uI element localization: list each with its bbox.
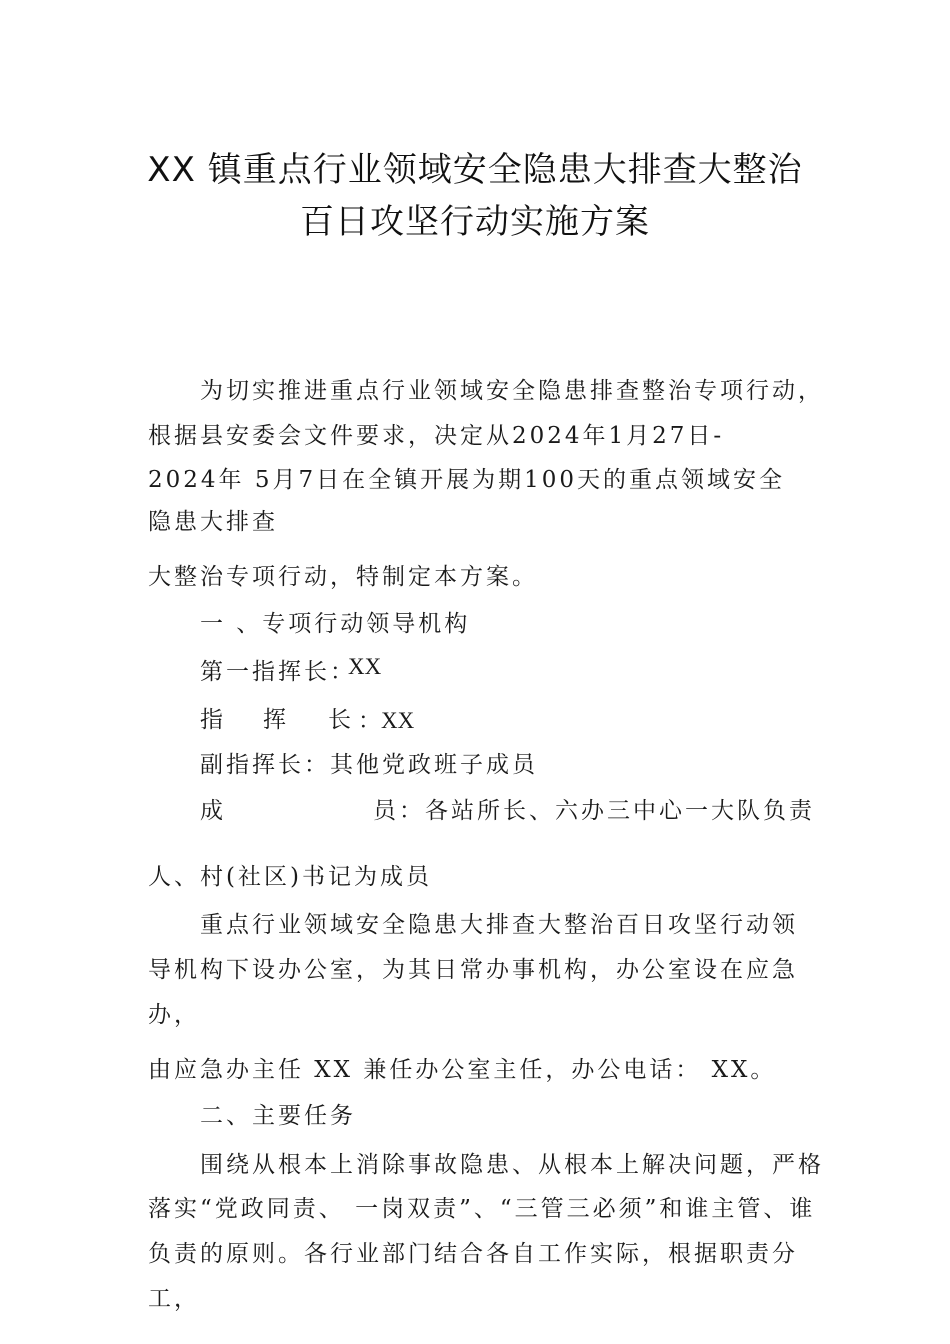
paragraph-2-line-2: 导机构下设办公室，为其日常办事机构，办公室设在应急 [148,957,798,983]
members-label: 成 [200,798,226,824]
first-commander-value: XX [348,654,382,679]
paragraph-1-line-5: 大整治专项行动，特制定本方案。 [148,564,538,590]
commander-label-char-3: 长 [328,707,354,733]
commander-label-char-2: 挥 [263,707,289,733]
paragraph-1-line-2: 根据县安委会文件要求，决定从2024年1月27日- [148,423,725,449]
first-commander-label: 第一指挥长： [200,659,356,685]
members-line-1: 员：各站所长、六办三中心一大队负责 [373,798,815,824]
commander-label-char-1: 指 [200,707,226,733]
document-title-line-2: 百日攻坚行动实施方案 [300,202,650,242]
section-heading-2: 二、主要任务 [200,1103,356,1129]
paragraph-3-line-3: 负责的原则。各行业部门结合各自工作实际，根据职责分 [148,1241,798,1267]
paragraph-3-line-1: 围绕从根本上消除事故隐患、从根本上解决问题，严格 [200,1152,824,1178]
paragraph-2-line-3: 办， [148,1002,200,1028]
commander-value: ：XX [358,708,415,733]
paragraph-2-line-4: 由应急办主任 XX 兼任办公室主任，办公电话： XX。 [148,1057,777,1083]
paragraph-1-line-4: 隐患大排查 [148,509,278,535]
paragraph-1-line-3: 2024年 5月7日在全镇开展为期100天的重点领域安全 [148,467,786,493]
section-heading-1: 一 、专项行动领导机构 [200,611,471,637]
members-line-2: 人、村(社区)书记为成员 [148,864,432,890]
paragraph-1-line-1: 为切实推进重点行业领域安全隐患排查整治专项行动， [200,378,824,404]
document-title-line-1: XX 镇重点行业领域安全隐患大排查大整治 [147,150,803,190]
paragraph-3-line-2: 落实“党政同责、 一岗双责”、“三管三必须”和谁主管、谁 [148,1196,816,1222]
paragraph-3-line-4: 工， [148,1286,200,1312]
deputy-commander-line: 副指挥长：其他党政班子成员 [200,752,538,778]
paragraph-2-line-1: 重点行业领域安全隐患大排查大整治百日攻坚行动领 [200,912,798,938]
